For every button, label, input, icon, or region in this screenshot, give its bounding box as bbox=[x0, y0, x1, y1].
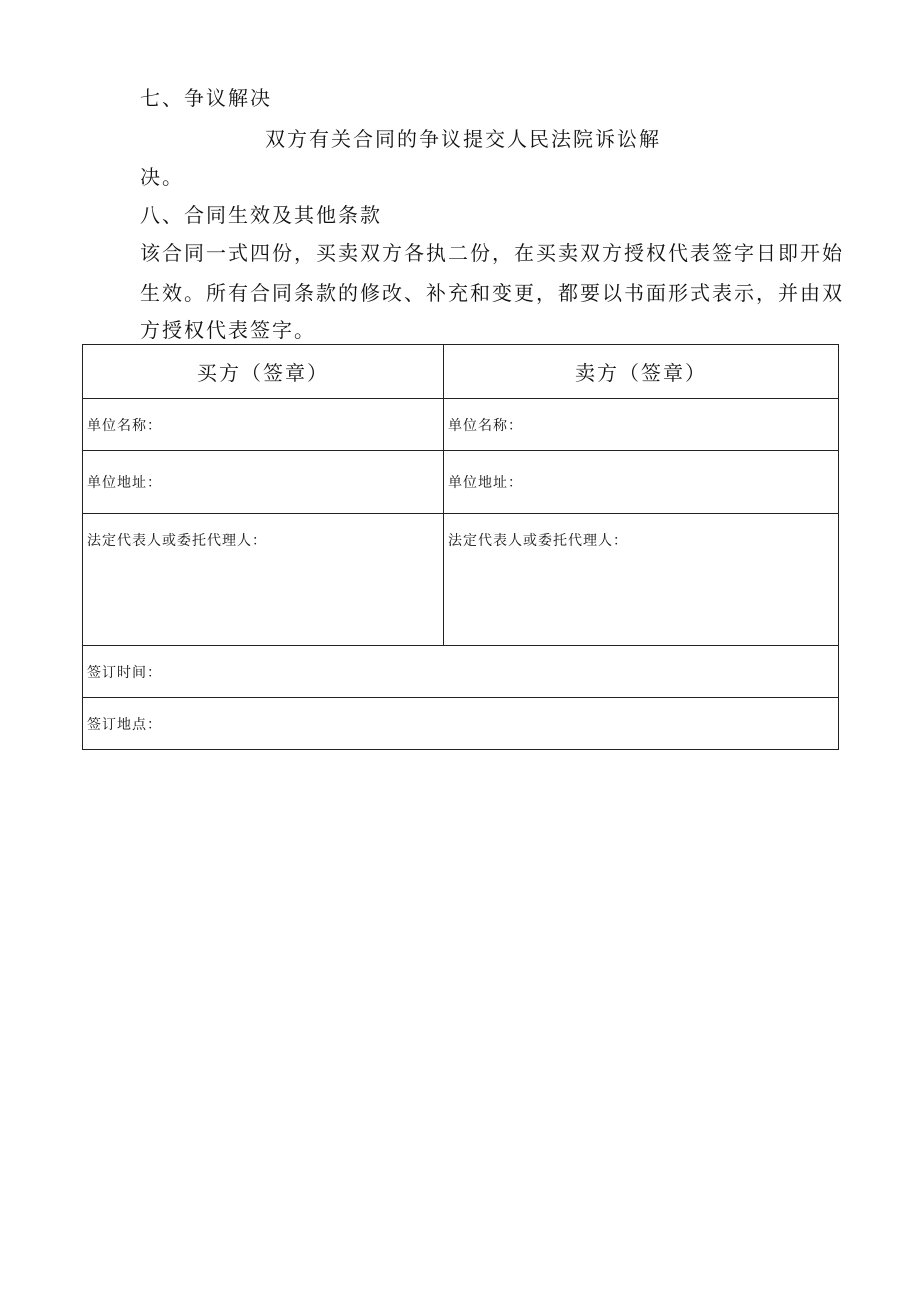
table-row bbox=[83, 514, 839, 646]
seller-representative-field[interactable]: 法定代表人或委托代理人： bbox=[444, 514, 839, 646]
section-7-body-line-2: 决。 bbox=[140, 165, 184, 189]
table-row bbox=[83, 399, 839, 451]
section-7-body-line-1: 双方有关合同的争议提交人民法院诉讼解 bbox=[265, 127, 661, 151]
section-8-heading: 八、合同生效及其他条款 bbox=[140, 203, 382, 227]
seller-header-cell: 卖方（签章） bbox=[444, 345, 839, 399]
section-8-body-line-2: 生效。所有合同条款的修改、补充和变更，都要以书面形式表示，并由双 bbox=[140, 281, 844, 305]
buyer-representative-field[interactable]: 法定代表人或委托代理人： bbox=[83, 514, 444, 646]
table-row bbox=[83, 451, 839, 514]
section-8-body-line-3: 方授权代表签字。 bbox=[140, 318, 316, 342]
signing-time-field[interactable]: 签订时间： bbox=[83, 646, 839, 698]
buyer-unit-address-field[interactable]: 单位地址： bbox=[83, 451, 444, 514]
buyer-header-cell: 买方（签章） bbox=[83, 345, 444, 399]
table-row bbox=[83, 698, 839, 750]
table-row bbox=[83, 345, 839, 399]
signature-table bbox=[82, 344, 839, 750]
table-row bbox=[83, 646, 839, 698]
seller-unit-address-field[interactable]: 单位地址： bbox=[444, 451, 839, 514]
signing-place-field[interactable]: 签订地点： bbox=[83, 698, 839, 750]
section-8-body-line-1: 该合同一式四份，买卖双方各执二份，在买卖双方授权代表签字日即开始 bbox=[140, 241, 844, 265]
seller-unit-name-field[interactable]: 单位名称： bbox=[444, 399, 839, 451]
buyer-unit-name-field[interactable]: 单位名称： bbox=[83, 399, 444, 451]
section-7-heading: 七、争议解决 bbox=[140, 86, 272, 110]
